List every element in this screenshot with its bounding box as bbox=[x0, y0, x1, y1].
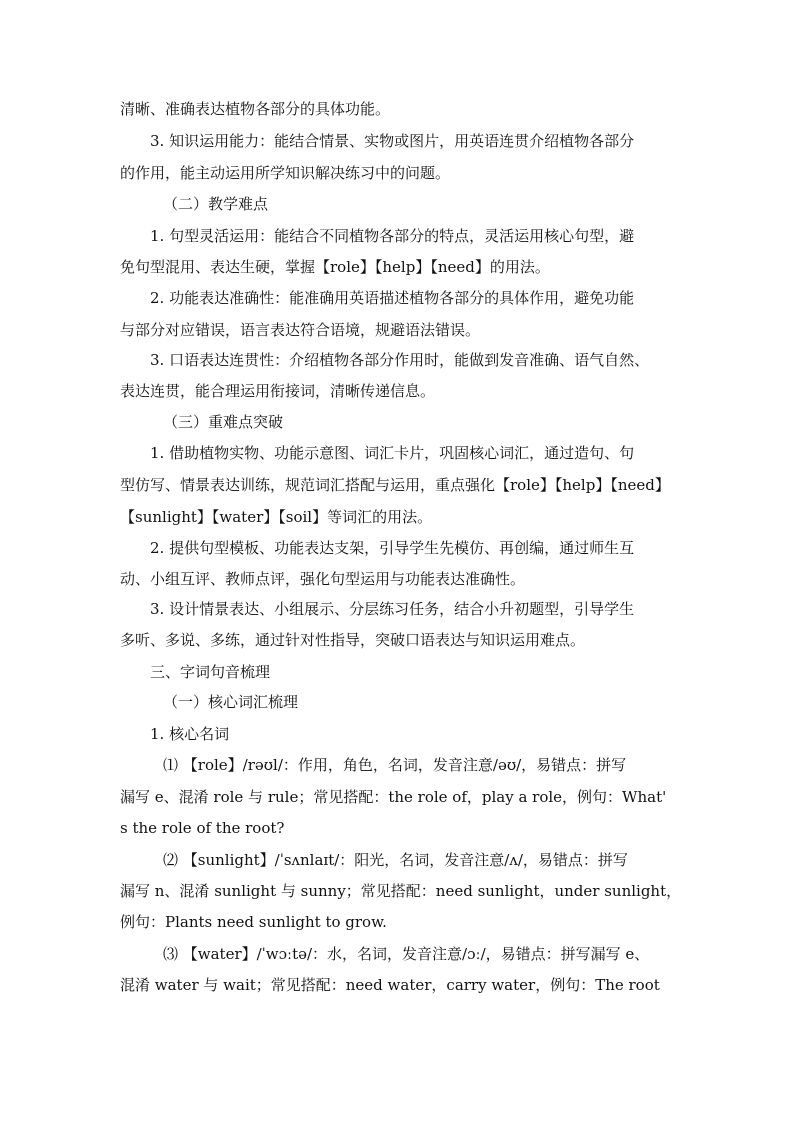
text-line: 【sunlight】【water】【soil】等词汇的用法。 bbox=[120, 508, 433, 526]
text-line: 免句型混用、表达生硬，掌握【role】【help】【need】的用法。 bbox=[120, 258, 550, 276]
text-line: ⑶ 【water】/ˈwɔːtə/：水，名词，发音注意/ɔː/，易错点：拼写漏写 e、 bbox=[163, 945, 650, 963]
section-heading: （三）重难点突破 bbox=[163, 413, 284, 431]
text-line: 3. 口语表达连贯性：介绍植物各部分作用时，能做到发音准确、语气自然、 bbox=[150, 351, 650, 369]
section-heading: （一）核心词汇梳理 bbox=[163, 693, 299, 711]
text-line: 2. 提供句型模板、功能表达支架，引导学生先模仿、再创编，通过师生互 bbox=[150, 539, 635, 557]
text-line: 型仿写、情景表达训练，规范词汇搭配与运用，重点强化【role】【help】【need】 bbox=[120, 476, 670, 494]
text-line: 3. 设计情景表达、小组展示、分层练习任务，结合小升初题型，引导学生 bbox=[150, 600, 635, 618]
text-line: 2. 功能表达准确性：能准确用英语描述植物各部分的具体作用，避免功能 bbox=[150, 289, 635, 307]
text-line: 与部分对应错误，语言表达符合语境，规避语法错误。 bbox=[120, 321, 481, 339]
text-line: 混淆 water 与 wait；常见搭配：need water，carry water，例句：The root bbox=[120, 976, 660, 994]
text-line: 1. 句型灵活运用：能结合不同植物各部分的特点，灵活运用核心句型，避 bbox=[150, 227, 635, 245]
text-line: 的作用，能主动运用所学知识解决练习中的问题。 bbox=[120, 164, 451, 182]
text-line: ⑴ 【role】/rəʊl/：作用，角色，名词，发音注意/əʊ/，易错点：拼写 bbox=[163, 756, 627, 774]
section-heading: （二）教学难点 bbox=[163, 195, 269, 213]
text-line: 例句：Plants need sunlight to grow. bbox=[120, 913, 387, 931]
text-line: 1. 借助植物实物、功能示意图、词汇卡片，巩固核心词汇，通过造句、句 bbox=[150, 444, 635, 462]
text-line: ⑵ 【sunlight】/ˈsʌnlaɪt/：阳光，名词，发音注意/ʌ/，易错点：拼写 bbox=[163, 851, 628, 869]
text-line: 漏写 n、混淆 sunlight 与 sunny；常见搭配：need sunlight，under sunlight， bbox=[120, 882, 682, 900]
text-line: 多听、多说、多练，通过针对性指导，突破口语表达与知识运用难点。 bbox=[120, 631, 586, 649]
text-line: 3. 知识运用能力：能结合情景、实物或图片，用英语连贯介绍植物各部分 bbox=[150, 132, 635, 150]
section-heading: 三、字词句音梳理 bbox=[150, 663, 271, 681]
section-heading: 1. 核心名词 bbox=[150, 725, 230, 743]
text-line: 清晰、准确表达植物各部分的具体功能。 bbox=[120, 100, 391, 118]
text-line: 动、小组互评、教师点评，强化句型运用与功能表达准确性。 bbox=[120, 570, 526, 588]
text-line: 表达连贯，能合理运用衔接词，清晰传递信息。 bbox=[120, 382, 436, 400]
text-line: 漏写 e、混淆 role 与 rule；常见搭配：the role of，play a role，例句：What' bbox=[120, 788, 667, 806]
text-line: s the role of the root? bbox=[120, 819, 285, 837]
